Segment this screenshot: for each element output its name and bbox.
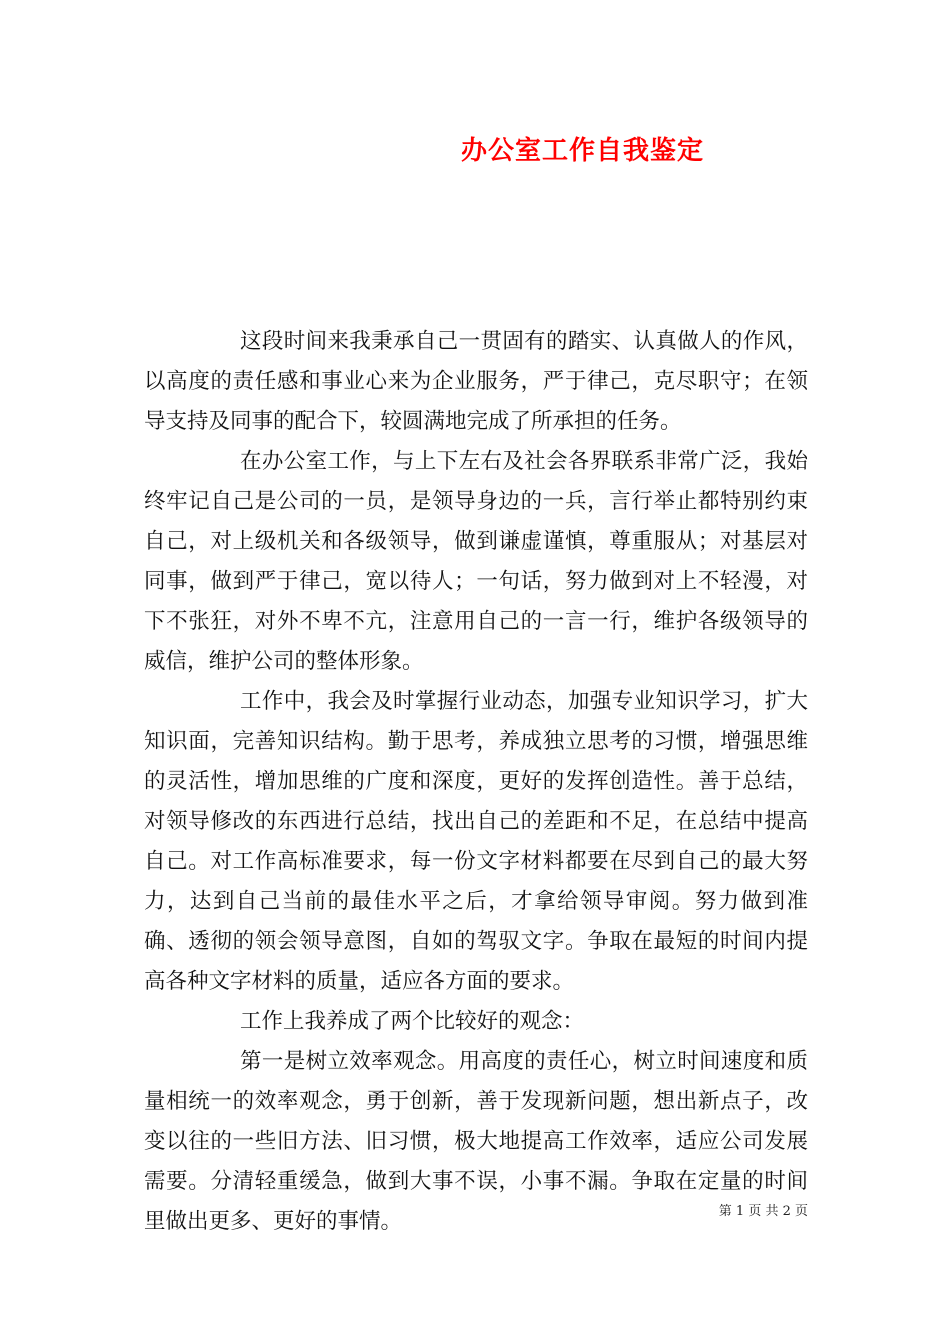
paragraph-3: 工作中，我会及时掌握行业动态，加强专业知识学习，扩大知识面，完善知识结构。勤于思考，养成独立思考的习惯，增强思维的灵活性，增加思维的广度和深度，更好的发挥创造性。善于总结，对领导修改的东西进行总结，找出自己的差距和不足，在总结中提高自己。对工作高标准要求，每一份文字材料都要在尽到自己的最大努力，达到自己当前的最佳水平之后，才拿给领导审阅。努力做到准确、透彻的领会领导意图，自如的驾驭文字。争取在最短的时间内提高各种文字材料的质量，适应各方面的要求。 [144,689,808,994]
document-body [144,322,808,1242]
paragraph-4: 工作上我养成了两个比较好的观念： [240,1009,585,1034]
page-number-footer: 第 1 页 共 2 页 [718,1204,808,1219]
paragraph-5: 第一是树立效率观念。用高度的责任心，树立时间速度和质量相统一的效率观念，勇于创新，善于发现新问题，想出新点子，改变以往的一些旧方法、旧习惯，极大地提高工作效率，适应公司发展需要。分清轻重缓急，做到大事不误，小事不漏。争取在定量的时间里做出更多、更好的事情。 [144,1049,808,1234]
paragraph-2: 在办公室工作，与上下左右及社会各界联系非常广泛，我始终牢记自己是公司的一员，是领导身边的一兵，言行举止都特别约束自己，对上级机关和各级领导，做到谦虚谨慎，尊重服从；对基层对同事，做到严于律己，宽以待人；一句话，努力做到对上不轻漫，对下不张狂，对外不卑不亢，注意用自己的一言一行，维护各级领导的威信，维护公司的整体形象。 [144,449,808,674]
document-title: 办公室工作自我鉴定 [460,136,704,166]
paragraph-1: 这段时间来我秉承自己一贯固有的踏实、认真做人的作风，以高度的责任感和事业心来为企业服务，严于律己，克尽职守；在领导支持及同事的配合下，较圆满地完成了所承担的任务。 [144,329,808,434]
